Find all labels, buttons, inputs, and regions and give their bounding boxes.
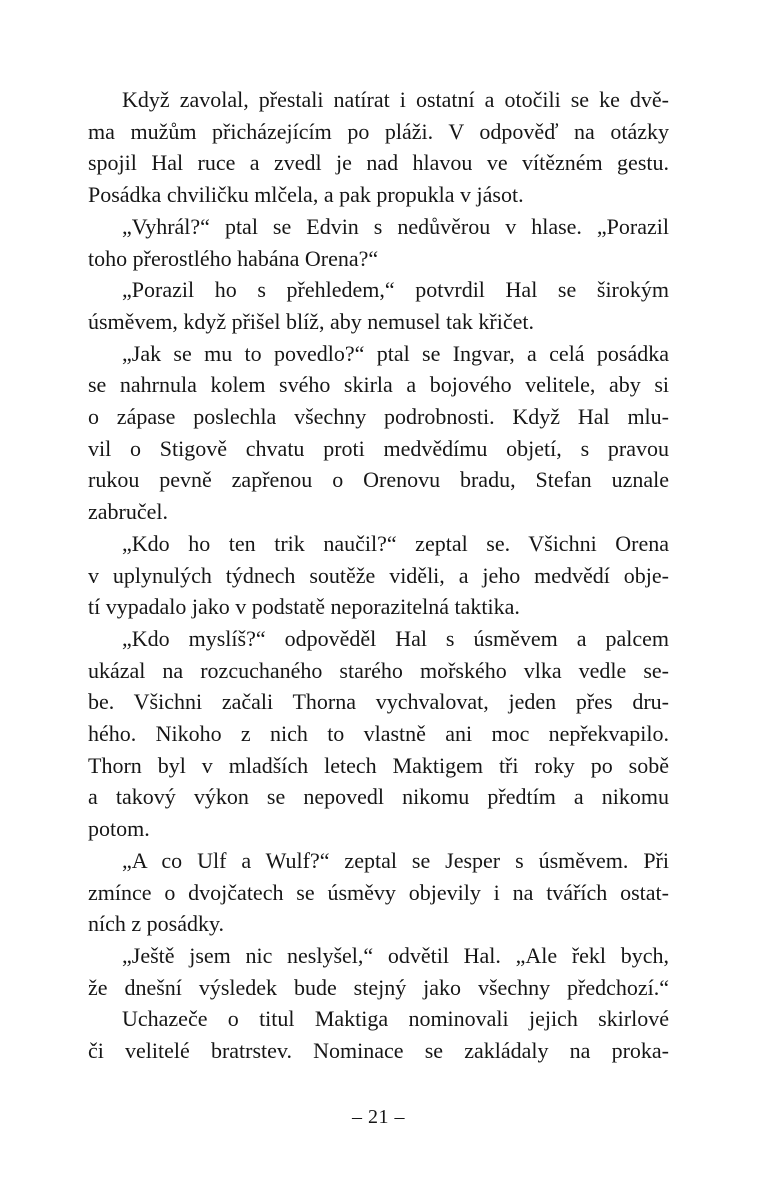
text-line: „Kdo ho ten trik naučil?“ zeptal se. Všichni Orena <box>122 530 669 556</box>
text-line: toho přerostlého habána Orena?“ <box>88 245 379 271</box>
paragraph <box>88 1003 669 1066</box>
text-line: „Jak se mu to povedlo?“ ptal se Ingvar, a celá posádka <box>122 340 669 366</box>
text-line: ukázal na rozcuchaného starého mořského vlka vedle se- <box>88 657 669 683</box>
paragraph <box>88 528 669 623</box>
text-line: ma mužům přicházejícím po pláži. V odpověď na otázky <box>88 118 669 144</box>
text-line: „Kdo myslíš?“ odpověděl Hal s úsměvem a palcem <box>122 625 669 651</box>
paragraph <box>88 623 669 845</box>
page-number: – 21 – <box>352 1106 405 1128</box>
text-line: Posádka chviličku mlčela, a pak propukla v jásot. <box>88 182 524 208</box>
paragraph <box>88 940 669 1003</box>
text-line: tí vypadalo jako v podstatě neporazitelná taktika. <box>88 594 520 620</box>
text-line: že dnešní výsledek bude stejný jako všechny předchozí.“ <box>88 974 669 1000</box>
text-line: Uchazeče o titul Maktiga nominovali jejich skirlové <box>122 1006 669 1032</box>
text-line: a takový výkon se nepovedl nikomu předtím a nikomu <box>88 784 669 810</box>
paragraph <box>88 274 669 337</box>
paragraph <box>88 211 669 274</box>
text-line: „Porazil ho s přehledem,“ potvrdil Hal se širokým <box>122 277 669 303</box>
text-line: zmínce o dvojčatech se úsměvy objevily i na tvářích ostat- <box>88 879 669 905</box>
page-text <box>88 84 669 1067</box>
text-line: „Vyhrál?“ ptal se Edvin s nedůvěrou v hlase. „Porazil <box>122 213 669 239</box>
text-line: či velitelé bratrstev. Nominace se zakládaly na proka- <box>88 1038 669 1064</box>
text-line: Když zavolal, přestali natírat i ostatní a otočili se ke dvě- <box>122 87 669 112</box>
text-line: spojil Hal ruce a zvedl je nad hlavou ve vítězném gestu. <box>88 150 669 176</box>
paragraph <box>88 84 669 211</box>
text-line: be. Všichni začali Thorna vychvalovat, jeden přes dru- <box>88 689 669 715</box>
text-line: ních z posádky. <box>88 911 225 937</box>
text-line: hého. Nikoho z nich to vlastně ani moc nepřekvapilo. <box>88 721 669 747</box>
text-line: o zápase poslechla všechny podrobnosti. Když Hal mlu- <box>88 404 669 430</box>
text-line: rukou pevně zapřenou o Orenovu bradu, Stefan uznale <box>88 467 669 493</box>
text-line: „A co Ulf a Wulf?“ zeptal se Jesper s úsměvem. Při <box>122 847 669 873</box>
text-line: vil o Stigově chvatu proti medvědímu objetí, s pravou <box>88 435 669 461</box>
text-line: zabručel. <box>88 499 168 525</box>
text-line: Thorn byl v mladších letech Maktigem tři roky po sobě <box>88 752 669 778</box>
text-line: „Ještě jsem nic neslyšel,“ odvětil Hal. „Ale řekl bych, <box>122 942 669 968</box>
page-footer <box>88 1106 669 1129</box>
paragraph <box>88 845 669 940</box>
text-line: se nahrnula kolem svého skirla a bojového velitele, aby si <box>88 372 669 398</box>
text-line: v uplynulých týdnech soutěže viděli, a jeho medvědí obje- <box>88 562 669 588</box>
text-line: potom. <box>88 816 150 842</box>
paragraph <box>88 338 669 528</box>
text-line: úsměvem, když přišel blíž, aby nemusel tak křičet. <box>88 308 534 334</box>
